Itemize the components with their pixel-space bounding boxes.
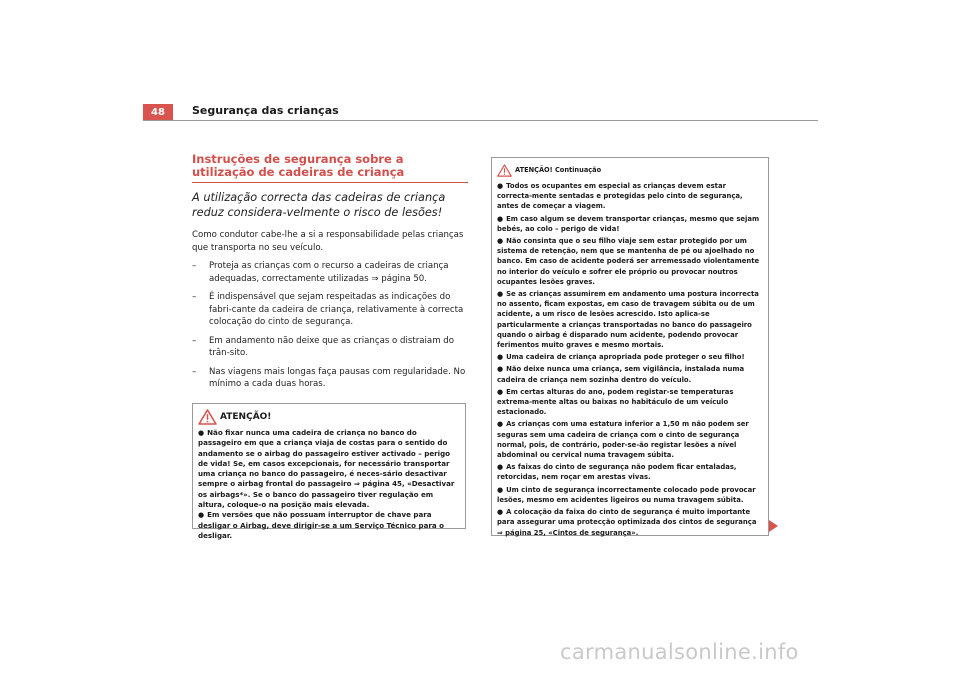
section-title: Instruções de segurança sobre a utilização de cadeiras de criança bbox=[192, 153, 468, 183]
warning-item: ● Não fixar nunca uma cadeira de criança no banco do passageiro em que a criança viaja de costas para o sentido do andamento se o airbag do passageiro estiver activado – perigo de vida! Se, em casos excepcionais, for necessário transportar uma criança no banco do passageiro, é neces-sário desactivar sempre o airbag frontal do passageiro ⇒ página 45, «Desactivar os airbags*». Se o banco do passageiro tiver regulação em altura, coloque-o na posição mais elevada. bbox=[198, 428, 455, 510]
left-column bbox=[192, 153, 468, 397]
warning-item: ● Não consinta que o seu filho viaje sem estar protegido por um sistema de retenção, nem que se mantenha de pé ou ajoelhado no banco. Em caso de acidente poderá ser arremessado violentamente no interior do veículo e sofrer ele próprio ou provocar noutros ocupantes lesões graves. bbox=[497, 237, 760, 286]
bullet-icon: ● bbox=[497, 182, 504, 190]
list-item: – Nas viagens mais longas faça pausas com regularidade. No mínimo a cada duas horas. bbox=[192, 366, 468, 391]
warning-box bbox=[192, 403, 466, 540]
bullet-icon: ● bbox=[497, 237, 504, 246]
bullet-icon: ● bbox=[198, 511, 205, 520]
warning-item: ● Não deixe nunca uma criança, sem vigilância, instalada numa cadeira de criança nem sozinha dentro do veículo. bbox=[497, 365, 745, 384]
warning-triangle-icon bbox=[198, 409, 217, 425]
bullet-icon: ● bbox=[497, 420, 504, 429]
warning-item: ● Se as crianças assumirem em andamento uma postura incorrecta no assento, ficam expostas, em caso de travagem súbita ou de um acidente, a um risco de lesões acrescido. Isto aplica-se particularmente a crianças transportadas no banco do passageiro quando o airbag é disparado num acidente, podendo provocar ferimentos muito graves e mesmo mortais. bbox=[497, 290, 759, 350]
bullet-icon: ● bbox=[497, 485, 504, 494]
next-page-arrow-icon bbox=[769, 520, 778, 532]
bullet-icon: ● bbox=[497, 214, 504, 223]
warning-item: ● As crianças com uma estatura inferior a 1,50 m não podem ser seguras sem uma cadeira de criança com o cinto de segurança normal, pois, de contrário, poder-se-ão registar lesões a nível abdominal ou cervical numa travagem súbita. bbox=[497, 420, 749, 460]
watermark: carmanualsonline.info bbox=[560, 640, 799, 664]
bullet-icon: ● bbox=[497, 365, 504, 374]
bullet-icon: ● bbox=[198, 429, 205, 437]
warning-continued-box bbox=[491, 157, 769, 536]
warning-item: ● Em certas alturas do ano, podem registar-se temperaturas extrema-mente altas ou baixas no habitáculo de um veículo estacionado. bbox=[497, 387, 734, 417]
warning-continued-title: ATENÇÃO! Continuação bbox=[515, 166, 602, 174]
list-item: – Em andamento não deixe que as crianças o distraiam do trân-sito. bbox=[192, 335, 468, 360]
bullet-icon: ● bbox=[497, 387, 504, 396]
warning-triangle-icon bbox=[497, 164, 512, 177]
warning-item: ● Uma cadeira de criança apropriada pode proteger o seu filho! bbox=[497, 353, 745, 362]
bullet-icon: ● bbox=[497, 463, 504, 472]
instruction-list bbox=[192, 260, 468, 391]
warning-continued-header bbox=[497, 161, 763, 179]
header-rule bbox=[143, 120, 818, 121]
page-number: 48 bbox=[143, 104, 173, 120]
warning-item: ● A colocação da faixa do cinto de segurança é muito importante para assegurar uma protecção optimizada dos cintos de segurança ⇒ página 25, «Cintos de segurança». bbox=[497, 508, 757, 537]
section-lead: A utilização correcta das cadeiras de criança reduz considera-velmente o risco de lesões! bbox=[192, 191, 446, 219]
warning-header bbox=[198, 408, 460, 426]
bullet-icon: ● bbox=[497, 353, 504, 362]
section-intro: Como condutor cabe-lhe a si a responsabilidade pelas crianças que transporta no seu veículo. bbox=[192, 230, 464, 253]
bullet-icon: ● bbox=[497, 290, 504, 299]
warning-item: ● Em versões que não possuam interruptor de chave para desligar o Airbag, deve dirigir-se a um Serviço Técnico para o desligar. bbox=[198, 510, 444, 540]
running-title: Segurança das crianças bbox=[192, 104, 339, 117]
warning-item: ● Em caso algum se devem transportar crianças, mesmo que sejam bebés, ao colo – perigo de vida! bbox=[497, 214, 760, 233]
warning-item: ● As faixas do cinto de segurança não podem ficar entaladas, retorcidas, nem roçar em arestas vivas. bbox=[497, 463, 737, 482]
bullet-icon: ● bbox=[497, 508, 504, 517]
warning-item: ● Um cinto de segurança incorrectamente colocado pode provocar lesões, mesmo em acidentes ligeiros ou numa travagem súbita. bbox=[497, 485, 756, 504]
warning-title: ATENÇÃO! bbox=[220, 412, 272, 422]
list-item: – Proteja as crianças com o recurso a cadeiras de criança adequadas, correctamente utilizadas ⇒ página 50. bbox=[192, 260, 468, 285]
list-item: – É indispensável que sejam respeitadas as indicações do fabri-cante da cadeira de criança, relativamente à correcta colocação do cinto de segurança. bbox=[192, 291, 468, 329]
warning-item: ● Todos os ocupantes em especial as crianças devem estar correcta-mente sentadas e protegidas pelo cinto de segurança, antes de começar a viagem. bbox=[497, 182, 743, 211]
